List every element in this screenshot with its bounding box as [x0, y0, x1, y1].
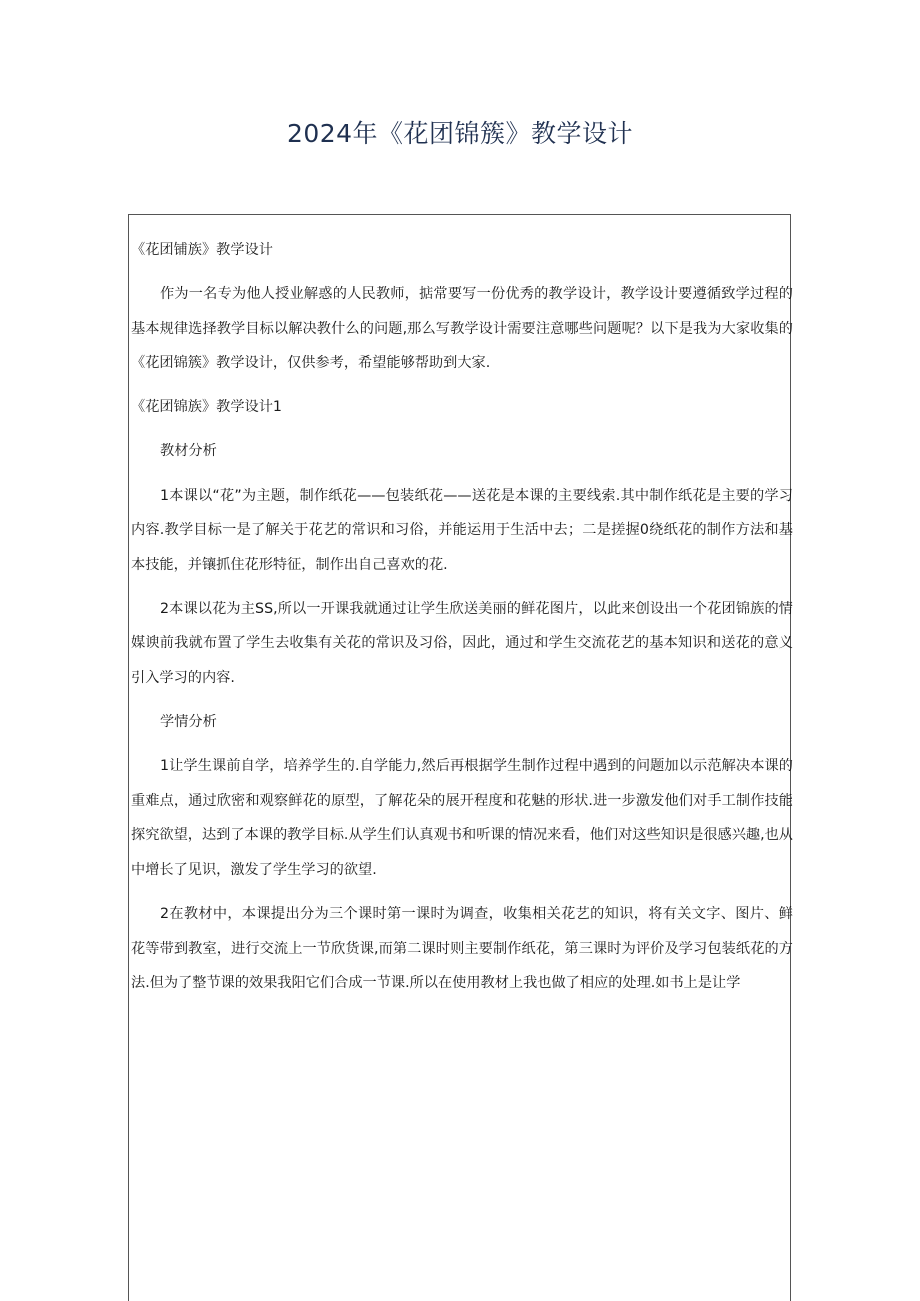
paragraph: 2在教材中，本课提出分为三个课时第一课时为调查，收集相关花艺的知识，将有关文字、图片、鲜花等带到教室，进行交流上一节欣货课,而第二课时则主要制作纸花，第三课时为评价及学习包装纸花的方法.但为了整节课的效果我阳它们合成一节课.所以在使用教材上我也做了相应的处理.如书上是让学	[131, 906, 793, 992]
paragraph: 作为一名专为他人授业解惑的人民教师，掂常要写一份优秀的教学设计，教学设计要遵循致学过程的基本规律选择教学目标以解决教什么的问题,那么写教学设计需要注意哪些问题呢？以下是我为大家收集的《花团锦簇》教学设计，仅供参考，希望能够帮助到大家.	[131, 286, 793, 372]
paragraph-heading: 《花团铺族》教学设计	[131, 242, 273, 258]
document-title: 2024年《花团锦簇》教学设计	[286, 119, 634, 148]
paragraph-heading: 《花团锦族》教学设计1	[131, 399, 282, 416]
section-heading: 教材分析	[160, 443, 217, 460]
document-body	[131, 233, 793, 1010]
paragraph: 1让学生课前自学，培养学生的.自学能力,然后再根据学生制作过程中遇到的问题加以示范解决本课的重难点，通过欣密和观察鲜花的原型，了解花朵的展开程度和花魅的形状.进一步激发他们对手工制作技能探究欲望，达到了本课的教学目标.从学生们认真观书和听课的情况来看，他们对这些知识是很感兴趣,也从中增长了见识，激发了学生学习的欲望.	[131, 758, 793, 878]
paragraph: 2本课以花为主SS,所以一开课我就通过让学生欣送美丽的鲜花图片，以此来创设出一个花团锦族的情媒谀前我就布置了学生去收集有关花的常识及习俗，因此，通过和学生交流花艺的基本知识和送花的意义引入学习的内容.	[131, 600, 793, 687]
section-heading: 学情分析	[160, 714, 217, 731]
paragraph: 1本课以“花”为主题，制作纸花——包装纸花——送花是本课的主要线索.其中制作纸花是主要的学习内容.教学目标一是了解关于花艺的常识和习俗，并能运用于生活中去；二是搓握0绕纸花的制作方法和基本技能，并镶抓住花形特征，制作出自己喜欢的花.	[131, 487, 793, 573]
